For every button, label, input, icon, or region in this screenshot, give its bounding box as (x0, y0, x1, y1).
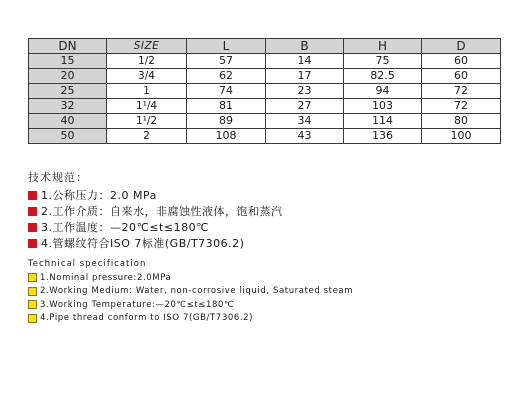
cell-b: 14 (266, 54, 344, 69)
dimension-table (28, 38, 501, 144)
chinese-spec-title: 技术规范： (28, 171, 88, 184)
cell-l: 81 (187, 99, 266, 114)
cell-d: 60 (422, 69, 501, 84)
cell-d: 72 (422, 99, 501, 114)
cell-l: 62 (187, 69, 266, 84)
red-square-bullet-icon (28, 239, 37, 248)
cell-h: 114 (344, 114, 422, 129)
english-spec-item (28, 298, 353, 312)
cell-d: 80 (422, 114, 501, 129)
cell-l: 89 (187, 114, 266, 129)
cell-size: 2 (107, 129, 187, 144)
cell-b: 17 (266, 69, 344, 84)
chinese-spec-text: 3.工作温度：—20℃≤t≤180℃ (41, 221, 209, 234)
cell-size: 1 (107, 84, 187, 99)
cell-b: 34 (266, 114, 344, 129)
cell-size: 1¹/2 (107, 114, 187, 129)
table-row (29, 54, 501, 69)
chinese-spec-section (28, 169, 283, 251)
yellow-square-bullet-icon (28, 314, 37, 323)
cell-dn: 20 (29, 69, 107, 84)
english-spec-item (28, 271, 353, 285)
cell-size: 1¹/4 (107, 99, 187, 114)
table-row (29, 129, 501, 144)
english-spec-text: 3.Working Temperature:—20℃≤t≤180℃ (40, 299, 235, 310)
red-square-bullet-icon (28, 207, 37, 216)
header-d: D (422, 39, 501, 54)
cell-h: 82.5 (344, 69, 422, 84)
cell-dn: 50 (29, 129, 107, 144)
cell-b: 43 (266, 129, 344, 144)
cell-dn: 25 (29, 84, 107, 99)
header-l: L (187, 39, 266, 54)
header-h: H (344, 39, 422, 54)
cell-size: 3/4 (107, 69, 187, 84)
yellow-square-bullet-icon (28, 300, 37, 309)
cell-h: 75 (344, 54, 422, 69)
cell-b: 27 (266, 99, 344, 114)
chinese-spec-item (28, 235, 283, 251)
cell-d: 72 (422, 84, 501, 99)
header-dn: DN (29, 39, 107, 54)
table-header-row (29, 39, 501, 54)
yellow-square-bullet-icon (28, 287, 37, 296)
cell-dn: 32 (29, 99, 107, 114)
english-spec-section (28, 259, 353, 325)
table-row (29, 69, 501, 84)
chinese-spec-text: 2.工作介质：自来水，非腐蚀性液体，饱和蒸汽 (41, 205, 283, 218)
english-spec-text: 2.Working Medium: Water, non-corrosive liquid, Saturated steam (40, 286, 354, 297)
header-b: B (266, 39, 344, 54)
table-row (29, 99, 501, 114)
english-spec-title: Technical specification (28, 259, 147, 269)
cell-h: 136 (344, 129, 422, 144)
english-spec-item (28, 312, 353, 326)
table-row (29, 114, 501, 129)
cell-l: 57 (187, 54, 266, 69)
cell-dn: 15 (29, 54, 107, 69)
cell-d: 60 (422, 54, 501, 69)
red-square-bullet-icon (28, 191, 37, 200)
chinese-spec-item (28, 219, 283, 235)
table-row (29, 84, 501, 99)
cell-h: 103 (344, 99, 422, 114)
cell-d: 100 (422, 129, 501, 144)
cell-size: 1/2 (107, 54, 187, 69)
cell-b: 23 (266, 84, 344, 99)
chinese-spec-item (28, 187, 283, 203)
english-spec-text: 4.Pipe thread conform to ISO 7(GB/T7306.2) (40, 313, 254, 324)
cell-dn: 40 (29, 114, 107, 129)
header-size: SIZE (107, 39, 187, 54)
yellow-square-bullet-icon (28, 273, 37, 282)
cell-h: 94 (344, 84, 422, 99)
red-square-bullet-icon (28, 223, 37, 232)
cell-l: 74 (187, 84, 266, 99)
cell-l: 108 (187, 129, 266, 144)
chinese-spec-text: 1.公称压力：2.0 MPa (41, 189, 157, 202)
english-spec-item (28, 285, 353, 299)
chinese-spec-item (28, 203, 283, 219)
chinese-spec-text: 4.管螺纹符合ISO 7标准(GB/T7306.2) (41, 237, 245, 250)
english-spec-text: 1.Nominal pressure:2.0MPa (40, 272, 172, 283)
